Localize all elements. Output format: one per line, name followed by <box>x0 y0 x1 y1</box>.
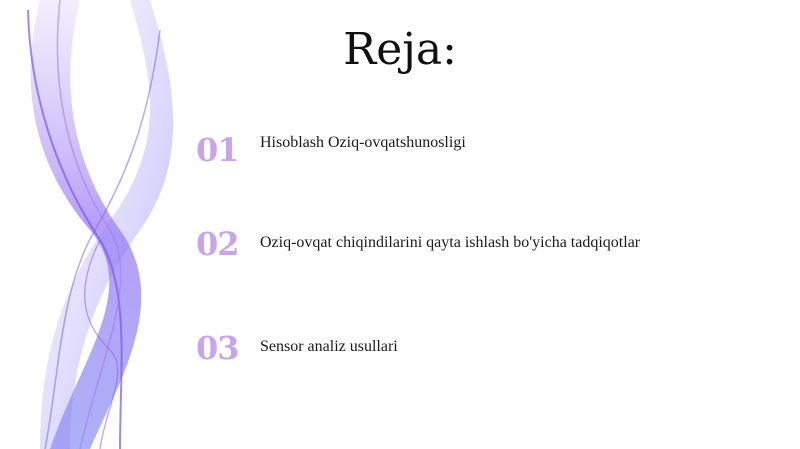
item-label: Sensor analiz usullari <box>260 338 398 355</box>
item-number: 03 <box>196 329 239 367</box>
item-number: 01 <box>196 131 239 169</box>
slide-title: Reja: <box>343 24 457 75</box>
item-label: Hisoblash Oziq-ovqatshunosligi <box>260 134 466 151</box>
item-label: Oziq-ovqat chiqindilarini qayta ishlash bo'yicha tadqiqotlar <box>260 234 641 251</box>
list-item <box>196 326 756 370</box>
smoke-decoration-icon <box>0 0 200 449</box>
item-number: 02 <box>196 225 239 263</box>
list-item <box>196 222 756 266</box>
list-item <box>196 128 756 172</box>
